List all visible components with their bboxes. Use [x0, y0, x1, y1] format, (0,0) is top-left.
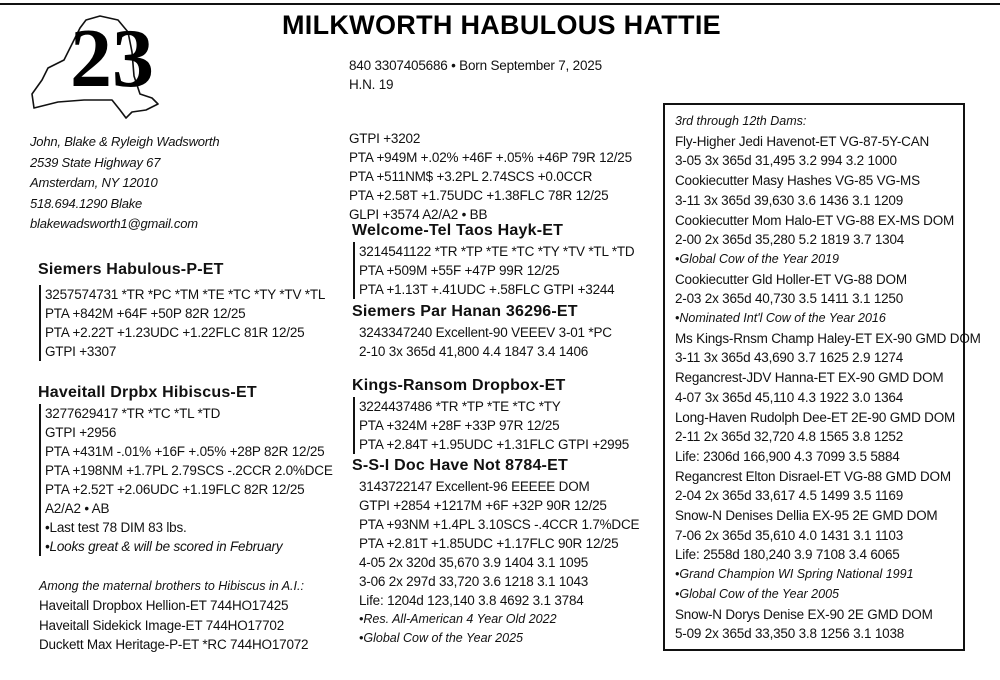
dam-ancestor-line: Life: 2306d 166,900 4.3 7099 3.5 5884 — [675, 448, 900, 464]
ggdam-line: GTPI +2854 +1217M +6F +32P 90R 12/25 — [359, 498, 607, 513]
sire-line: PTA +2.22T +1.23UDC +1.22FLC 81R 12/25 — [45, 325, 305, 340]
ggdam-line: 3143722147 Excellent-96 EEEEE DOM — [359, 479, 590, 494]
dam-ancestor-line: Ms Kings-Rnsm Champ Haley-ET EX-90 GMD DOM — [675, 330, 981, 346]
dam-ancestor-line: Regancrest-JDV Hanna-ET EX-90 GMD DOM — [675, 370, 944, 386]
dam-line: PTA +2.52T +2.06UDC +1.19FLC 82R 12/25 — [45, 482, 305, 497]
animal-genomics — [349, 129, 632, 224]
owner-info — [30, 132, 219, 235]
mgs-line: PTA +509M +55F +47P 99R 12/25 — [359, 263, 560, 278]
dam-ancestor-line: Life: 2558d 180,240 3.9 7108 3.4 6065 — [675, 547, 900, 563]
gdam-line: 2-10 3x 365d 41,800 4.4 1847 3.4 1406 — [359, 344, 589, 359]
mgs-line: PTA +1.13T +.41UDC +.58FLC GTPI +3244 — [359, 282, 615, 297]
dam-details — [39, 404, 333, 556]
herd-number: H.N. 19 — [349, 77, 394, 92]
dam-ancestor-line: 3-11 3x 365d 39,630 3.6 1436 3.1 1209 — [675, 192, 904, 208]
dam-ancestor-line: 4-07 3x 365d 45,110 4.3 1922 3.0 1364 — [675, 389, 904, 405]
brother-line: Haveitall Dropbox Hellion-ET 744HO17425 — [39, 598, 289, 613]
dam-ancestor-line: 2-11 2x 365d 32,720 4.8 1565 3.8 1252 — [675, 429, 904, 445]
dam-ancestor-line: 2-03 2x 365d 40,730 3.5 1411 3.1 1250 — [675, 291, 904, 307]
sire-line: PTA +842M +64F +50P 82R 12/25 — [45, 306, 246, 321]
dams-heading: 3rd through 12th Dams: — [675, 114, 807, 128]
owner-line: Amsterdam, NY 12010 — [30, 175, 158, 190]
dam-ancestor-line: Long-Haven Rudolph Dee-ET 2E-90 GMD DOM — [675, 409, 956, 425]
dam-ancestor-line: Fly-Higher Jedi Havenot-ET VG-87-5Y-CAN — [675, 133, 930, 149]
dam-ancestor-note: •Grand Champion WI Spring National 1991 — [675, 567, 914, 582]
great-grandsire-name: Kings-Ransom Dropbox-ET — [352, 377, 566, 394]
owner-line: John, Blake & Ryleigh Wadsworth — [30, 134, 220, 149]
sire-line: GTPI +3307 — [45, 344, 117, 359]
dam-name: Haveitall Drpbx Hibiscus-ET — [38, 384, 257, 401]
dam-line: PTA +198NM +1.7PL 2.79SCS -.2CCR 2.0%DCE — [45, 463, 333, 478]
dam-ancestor-line: Cookiecutter Mom Halo-ET VG-88 EX-MS DOM — [675, 212, 955, 228]
ggdam-note: •Global Cow of the Year 2025 — [359, 631, 523, 645]
genomic-line: PTA +949M +.02% +46F +.05% +46P 79R 12/25 — [349, 150, 632, 165]
animal-registration — [349, 56, 602, 94]
great-granddam-details — [353, 477, 639, 648]
dam-note: •Looks great & will be scored in February — [45, 539, 283, 554]
dam-ancestor-line: Snow-N Denises Dellia EX-95 2E GMD DOM — [675, 508, 938, 524]
ggdam-note: •Res. All-American 4 Year Old 2022 — [359, 612, 557, 626]
owner-line: 518.694.1290 Blake — [30, 195, 143, 211]
dam-line: A2/A2 • AB — [45, 501, 110, 516]
genomic-line: GTPI +3202 — [349, 131, 421, 146]
maternal-grandsire-name: Welcome-Tel Taos Hayk-ET — [352, 222, 564, 239]
dam-line: PTA +431M -.01% +16F +.05% +28P 82R 12/25 — [45, 444, 325, 459]
owner-line: 2539 State Highway 67 — [30, 154, 161, 170]
owner-email: blakewadsworth1@gmail.com — [30, 216, 198, 231]
dam-ancestor-line: 5-09 2x 365d 33,350 3.8 1256 3.1 1038 — [675, 626, 905, 642]
granddam-name: Siemers Par Hanan 36296-ET — [352, 303, 578, 320]
dams-list — [675, 112, 981, 644]
ggdam-line: 3-06 2x 297d 33,720 3.6 1218 3.1 1043 — [359, 574, 589, 589]
gdam-line: 3243347240 Excellent-90 VEEEV 3-01 *PC — [359, 325, 612, 340]
dam-ancestor-line: 2-04 2x 365d 33,617 4.5 1499 3.5 1169 — [675, 488, 904, 504]
dam-ancestor-line: 3-05 3x 365d 31,495 3.2 994 3.2 1000 — [675, 153, 897, 169]
genomic-line: GLPI +3574 A2/A2 • BB — [349, 207, 488, 222]
lot-number: 23 — [70, 12, 154, 105]
dam-ancestor-note: •Global Cow of the Year 2019 — [675, 251, 839, 266]
mgs-line: 3214541122 *TR *TP *TE *TC *TY *TV *TL *TD — [359, 244, 635, 259]
brother-line: Duckett Max Heritage-P-ET *RC 744HO17072 — [39, 637, 309, 652]
registration-line: 840 3307405686 • Born September 7, 2025 — [349, 58, 602, 73]
ggdam-line: PTA +93NM +1.4PL 3.10SCS -.4CCR 1.7%DCE — [359, 517, 640, 532]
dam-ancestor-line: 2-00 2x 365d 35,280 5.2 1819 3.7 1304 — [675, 232, 905, 248]
ggsire-line: PTA +324M +28F +33P 97R 12/25 — [359, 418, 560, 433]
great-grandsire-details — [353, 397, 629, 454]
dam-ancestor-line: 3-11 3x 365d 43,690 3.7 1625 2.9 1274 — [675, 350, 904, 366]
granddam-details — [353, 323, 612, 361]
dam-ancestor-note: •Nominated Int'l Cow of the Year 2016 — [675, 311, 886, 326]
ggdam-line: PTA +2.81T +1.85UDC +1.17FLC 90R 12/25 — [359, 536, 619, 551]
dam-ancestor-line: 7-06 2x 365d 35,610 4.0 1431 3.1 1103 — [675, 527, 904, 543]
sire-name: Siemers Habulous-P-ET — [38, 261, 224, 278]
dam-line: GTPI +2956 — [45, 425, 117, 440]
dam-note: •Last test 78 DIM 83 lbs. — [45, 520, 187, 535]
dam-ancestor-note: •Global Cow of the Year 2005 — [675, 586, 839, 601]
sire-details — [39, 285, 325, 361]
page-title: MILKWORTH HABULOUS HATTIE — [282, 10, 721, 40]
dam-line: 3277629417 *TR *TC *TL *TD — [45, 406, 221, 421]
genomic-line: PTA +2.58T +1.75UDC +1.38FLC 78R 12/25 — [349, 188, 609, 203]
great-granddam-name: S-S-I Doc Have Not 8784-ET — [352, 457, 568, 474]
sire-line: 3257574731 *TR *PC *TM *TE *TC *TY *TV *TL — [45, 287, 326, 302]
ggdam-line: 4-05 2x 320d 35,670 3.9 1404 3.1 1095 — [359, 555, 589, 570]
brothers-heading: Among the maternal brothers to Hibiscus in A.I.: — [39, 579, 304, 593]
top-rule — [0, 3, 1000, 5]
dam-ancestor-line: Snow-N Dorys Denise EX-90 2E GMD DOM — [675, 606, 933, 622]
ggdam-line: Life: 1204d 123,140 3.8 4692 3.1 3784 — [359, 593, 584, 608]
ggsire-line: 3224437486 *TR *TP *TE *TC *TY — [359, 399, 561, 414]
genomic-line: PTA +511NM$ +3.2PL 2.74SCS +0.0CCR — [349, 169, 593, 184]
maternal-grandsire-details — [353, 242, 634, 299]
dam-ancestor-line: Cookiecutter Gld Holler-ET VG-88 DOM — [675, 271, 907, 287]
dam-ancestor-line: Regancrest Elton Disrael-ET VG-88 GMD DOM — [675, 468, 951, 484]
ggsire-line: PTA +2.84T +1.95UDC +1.31FLC GTPI +2995 — [359, 437, 630, 452]
brother-line: Haveitall Sidekick Image-ET 744HO17702 — [39, 617, 285, 633]
dam-ancestor-line: Cookiecutter Masy Hashes VG-85 VG-MS — [675, 173, 920, 189]
maternal-brothers — [39, 577, 308, 655]
